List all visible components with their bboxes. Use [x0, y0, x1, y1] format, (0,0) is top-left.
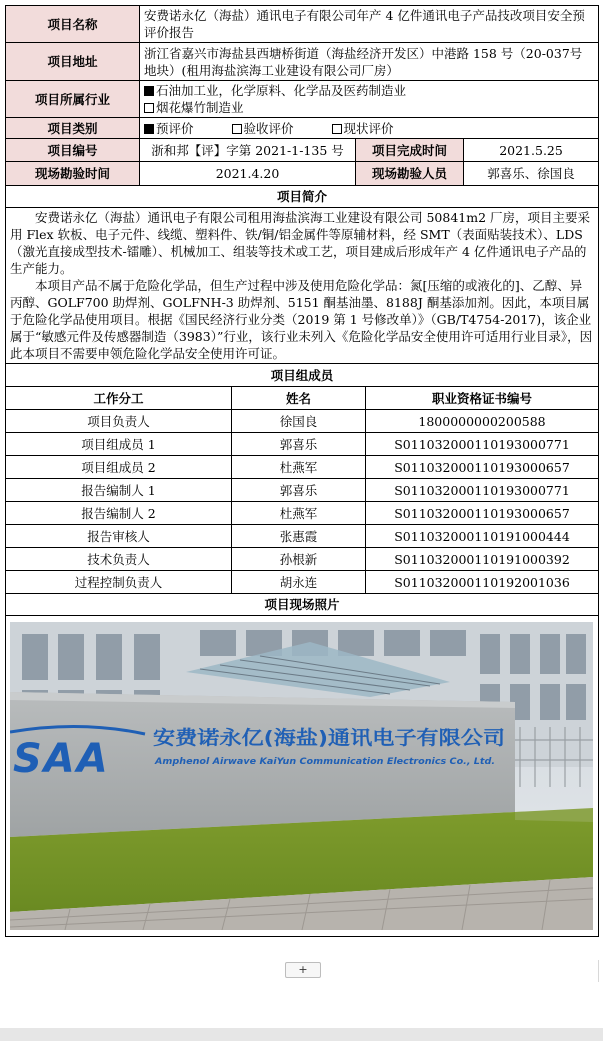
saa-logo: SAA — [13, 736, 110, 782]
member-role: 报告审核人 — [6, 525, 232, 548]
column-header-name: 姓名 — [232, 387, 366, 410]
category-option-2: 验收评价 — [232, 121, 294, 136]
intro-paragraph-2: 本项目产品不属于危险化学品，但生产过程中涉及使用危险化学品：氮[压缩的或液化的]、乙醇、异丙醇、GOLF700 助焊剂、GOLFNH-3 助焊剂、5151 酮基油墨、8188J 酮基添加剂。因此，本项目属于危险化学品使用项目。根据《国民经济行业分类（2019 第 1 号修改单）》（GB/T4754-2017)，该企业属于“敏感元件及传感器制造（3983）”行业，该行业未列入《危险化学品安全使用许可适用行业目录》，因此本项目不需要申领危险化学品安全使用许可证。 — [10, 278, 593, 361]
members-title: 项目组成员 — [6, 364, 599, 387]
member-role: 报告编制人 1 — [6, 479, 232, 502]
member-cert: 1800000000200588 — [366, 410, 599, 433]
report-document — [5, 5, 598, 937]
member-cert: S011032000110193000771 — [366, 479, 599, 502]
member-name: 郭喜乐 — [232, 479, 366, 502]
member-role: 报告编制人 2 — [6, 502, 232, 525]
checked-box-icon — [144, 86, 154, 96]
site-photo-cell — [6, 616, 599, 937]
label-project-address: 项目地址 — [6, 43, 140, 81]
member-role: 过程控制负责人 — [6, 571, 232, 594]
member-name: 杜燕军 — [232, 502, 366, 525]
add-button[interactable]: + — [285, 962, 321, 978]
member-role: 项目组成员 1 — [6, 433, 232, 456]
project-address: 浙江省嘉兴市海盐县西塘桥街道（海盐经济开发区）中港路 158 号（20-037号地块）(租用海盐滨海工业建设有限公司厂房） — [140, 43, 599, 81]
member-role: 项目组成员 2 — [6, 456, 232, 479]
table-row — [6, 548, 599, 571]
project-name: 安费诺永亿（海盐）通讯电子有限公司年产 4 亿件通讯电子产品技改项目安全预评价报告 — [140, 6, 599, 43]
survey-people: 郭喜乐、徐国良 — [464, 162, 599, 186]
company-sign: 安费诺永亿(海盐)通讯电子有限公司 — [153, 727, 456, 749]
column-header-cert: 职业资格证书编号 — [366, 387, 599, 410]
category-options — [140, 118, 599, 139]
unchecked-box-icon — [144, 103, 154, 113]
member-name: 杜燕军 — [232, 456, 366, 479]
member-name: 胡永连 — [232, 571, 366, 594]
table-row — [6, 433, 599, 456]
survey-time: 2021.4.20 — [140, 162, 356, 186]
divider — [598, 960, 599, 982]
table-row — [6, 479, 599, 502]
label-project-name: 项目名称 — [6, 6, 140, 43]
member-cert: S011032000110193000771 — [366, 433, 599, 456]
member-cert: S011032000110192001036 — [366, 571, 599, 594]
project-info-table — [5, 5, 599, 364]
checked-box-icon — [144, 124, 154, 134]
member-cert: S011032000110191000444 — [366, 525, 599, 548]
category-option-3: 现状评价 — [332, 121, 394, 136]
member-name: 孙根新 — [232, 548, 366, 571]
intro-text — [6, 208, 599, 364]
unchecked-box-icon — [332, 124, 342, 134]
table-row — [6, 456, 599, 479]
member-cert: S011032000110191000392 — [366, 548, 599, 571]
member-cert: S011032000110193000657 — [366, 502, 599, 525]
label-survey-time: 现场勘验时间 — [6, 162, 140, 186]
unchecked-box-icon — [232, 124, 242, 134]
footer-bar — [0, 1028, 603, 1041]
member-name: 徐国良 — [232, 410, 366, 433]
member-cert: S011032000110193000657 — [366, 456, 599, 479]
table-row — [6, 525, 599, 548]
member-name: 郭喜乐 — [232, 433, 366, 456]
members-table — [5, 363, 599, 937]
label-industry: 项目所属行业 — [6, 81, 140, 118]
member-rows — [6, 410, 599, 594]
table-row — [6, 502, 599, 525]
label-survey-people: 现场勘验人员 — [356, 162, 464, 186]
intro-paragraph-1: 安费诺永亿（海盐）通讯电子有限公司租用海盐滨海工业建设有限公司 50841m2 厂房，项目主要采用 Flex 软板、电子元件、线缆、塑料件、铁/铜/铝金属件等原辅材料，经 SMT（表面贴装技术）、LDS（激光直接成型技术-镭雕）、机械加工、组装等技术或工艺，项目建成后形成年产 4 亿件通讯电子产品的生产能力。 — [10, 210, 591, 276]
project-number: 浙和邦【评】字第 2021-1-135 号 — [140, 139, 356, 162]
industry-option-2: 烟花爆竹制造业 — [144, 99, 594, 116]
table-row — [6, 571, 599, 594]
complete-time: 2021.5.25 — [464, 139, 599, 162]
label-complete-time: 项目完成时间 — [356, 139, 464, 162]
intro-title: 项目简介 — [6, 186, 599, 208]
photo-title: 项目现场照片 — [6, 594, 599, 616]
column-header-role: 工作分工 — [6, 387, 232, 410]
industry-option-1: 石油加工业，化学原料、化学品及医药制造业 — [144, 82, 594, 99]
company-sign-english: Amphenol Airwave KaiYun Communication Electronics Co., Ltd. — [153, 757, 496, 767]
table-row — [6, 410, 599, 433]
label-project-number: 项目编号 — [6, 139, 140, 162]
member-role: 项目负责人 — [6, 410, 232, 433]
member-name: 张惠霞 — [232, 525, 366, 548]
label-category: 项目类别 — [6, 118, 140, 139]
category-option-1: 预评价 — [144, 121, 194, 136]
member-role: 技术负责人 — [6, 548, 232, 571]
site-photo — [10, 622, 593, 930]
industry-options — [140, 81, 599, 118]
